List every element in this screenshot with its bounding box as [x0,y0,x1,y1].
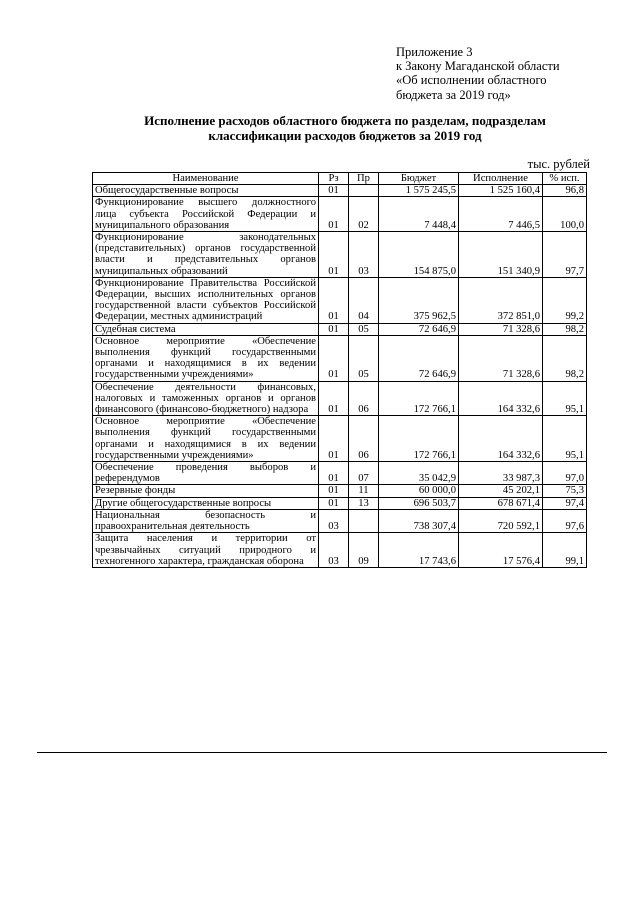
header-budget: Бюджет [379,173,459,185]
cell-rz: 01 [319,323,349,335]
cell-execution: 71 328,6 [459,335,543,381]
cell-pr: 02 [349,197,379,232]
title-line-2: классификации расходов бюджетов за 2019 год [208,128,482,143]
appendix-line-2: к Закону Магаданской области [396,59,560,74]
cell-budget: 375 962,5 [379,277,459,323]
cell-percent: 99,2 [543,277,587,323]
table-row [93,335,587,381]
cell-name: Судебная система [93,323,319,335]
cell-percent: 97,7 [543,232,587,278]
cell-execution: 1 525 160,4 [459,185,543,197]
cell-pr [349,509,379,532]
cell-name: Общегосударственные вопросы [93,185,319,197]
cell-percent: 98,2 [543,323,587,335]
cell-percent: 95,1 [543,381,587,416]
cell-budget: 1 575 245,5 [379,185,459,197]
table-row [93,381,587,416]
cell-percent: 98,2 [543,335,587,381]
cell-budget: 60 000,0 [379,485,459,497]
cell-budget: 7 448,4 [379,197,459,232]
header-rz: Рз [319,173,349,185]
cell-name: Основное мероприятие «Обеспечение выполнения функций государственными органами и находящимися в их ведении государственными учреждениями» [93,335,319,381]
cell-rz: 03 [319,509,349,532]
cell-percent: 99,1 [543,533,587,568]
cell-percent: 75,3 [543,485,587,497]
cell-pr: 11 [349,485,379,497]
cell-name: Обеспечение проведения выборов и референдумов [93,462,319,485]
appendix-line-1: Приложение 3 [396,45,473,59]
cell-execution: 17 576,4 [459,533,543,568]
cell-rz: 01 [319,185,349,197]
cell-percent: 97,6 [543,509,587,532]
cell-execution: 164 332,6 [459,416,543,462]
cell-rz: 01 [319,335,349,381]
cell-percent: 97,4 [543,497,587,509]
appendix-note [396,45,596,102]
cell-name: Функционирование законодательных (представительных) органов государственной власти и представительных органов муниципальных образований [93,232,319,278]
cell-rz: 01 [319,485,349,497]
cell-pr: 05 [349,335,379,381]
cell-execution: 71 328,6 [459,323,543,335]
cell-name: Обеспечение деятельности финансовых, налоговых и таможенных органов и органов финансового (финансово-бюджетного) надзора [93,381,319,416]
cell-pr: 09 [349,533,379,568]
units-label: тыс. рублей [527,157,590,171]
cell-budget: 738 307,4 [379,509,459,532]
document-title [95,113,595,143]
cell-execution: 678 671,4 [459,497,543,509]
cell-budget: 172 766,1 [379,416,459,462]
table-row [93,277,587,323]
cell-budget: 17 743,6 [379,533,459,568]
cell-rz: 01 [319,381,349,416]
table-row [93,497,587,509]
cell-name: Основное мероприятие «Обеспечение выполнения функций государственными органами и находящимися в их ведении государственными учреждениями» [93,416,319,462]
table-row [93,533,587,568]
cell-pr: 13 [349,497,379,509]
title-line-1: Исполнение расходов областного бюджета по разделам, подразделам [144,113,546,128]
header-execution: Исполнение [459,173,543,185]
page-divider [37,752,607,753]
cell-rz: 01 [319,462,349,485]
cell-pr [349,185,379,197]
table-row [93,323,587,335]
cell-percent: 96,8 [543,185,587,197]
cell-budget: 154 875,0 [379,232,459,278]
cell-pr: 04 [349,277,379,323]
cell-name: Другие общегосударственные вопросы [93,497,319,509]
cell-rz: 01 [319,232,349,278]
cell-name: Функционирование Правительства Российской Федерации, высших исполнительных органов государственной власти субъектов Российской Федерации, местных администраций [93,277,319,323]
table-row [93,185,587,197]
cell-name: Функционирование высшего должностного лица субъекта Российской Федерации и муниципального образования [93,197,319,232]
cell-execution: 7 446,5 [459,197,543,232]
table-row [93,485,587,497]
cell-rz: 01 [319,277,349,323]
budget-table [92,172,587,568]
cell-pr: 03 [349,232,379,278]
cell-name: Защита населения и территории от чрезвычайных ситуаций природного и техногенного характера, гражданская оборона [93,533,319,568]
cell-budget: 172 766,1 [379,381,459,416]
cell-pr: 05 [349,323,379,335]
cell-budget: 35 042,9 [379,462,459,485]
cell-pr: 07 [349,462,379,485]
table-row [93,197,587,232]
cell-execution: 33 987,3 [459,462,543,485]
table-row [93,462,587,485]
cell-rz: 01 [319,416,349,462]
cell-budget: 72 646,9 [379,335,459,381]
cell-percent: 95,1 [543,416,587,462]
cell-pr: 06 [349,381,379,416]
table-row [93,509,587,532]
cell-pr: 06 [349,416,379,462]
table-row [93,232,587,278]
cell-name: Резервные фонды [93,485,319,497]
cell-budget: 72 646,9 [379,323,459,335]
header-name: Наименование [93,173,319,185]
table-header-row [93,173,587,185]
header-pr: Пр [349,173,379,185]
cell-execution: 372 851,0 [459,277,543,323]
table-row [93,416,587,462]
cell-rz: 01 [319,497,349,509]
appendix-line-4: бюджета за 2019 год» [396,87,511,102]
cell-name: Национальная безопасность и правоохранительная деятельность [93,509,319,532]
cell-execution: 151 340,9 [459,232,543,278]
cell-execution: 164 332,6 [459,381,543,416]
appendix-line-3: «Об исполнении областного [396,73,547,88]
cell-execution: 720 592,1 [459,509,543,532]
cell-rz: 03 [319,533,349,568]
cell-budget: 696 503,7 [379,497,459,509]
cell-execution: 45 202,1 [459,485,543,497]
cell-rz: 01 [319,197,349,232]
cell-percent: 100,0 [543,197,587,232]
cell-percent: 97,0 [543,462,587,485]
header-percent: % исп. [543,173,587,185]
